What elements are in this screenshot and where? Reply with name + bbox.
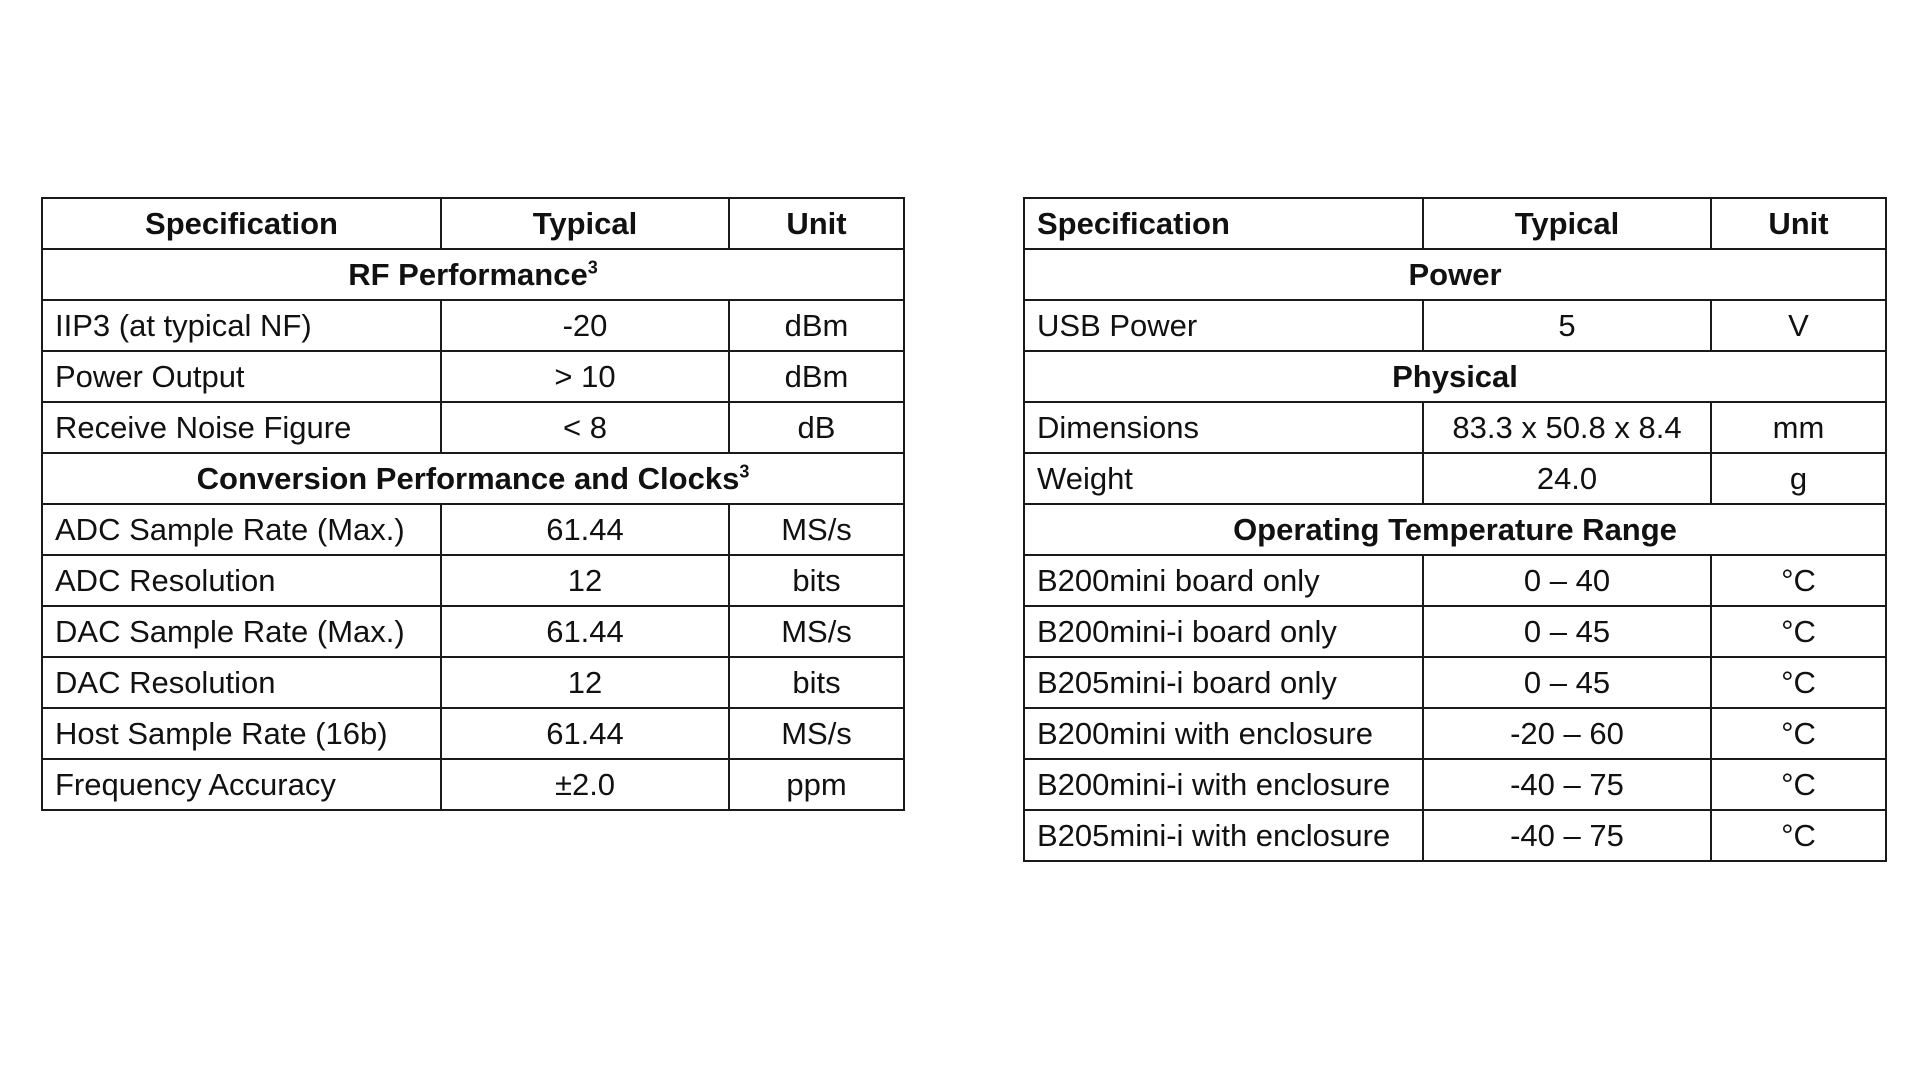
table-row — [1024, 606, 1886, 657]
spec-name: ADC Sample Rate (Max.) — [42, 504, 441, 555]
spec-typical: 0 – 45 — [1423, 606, 1711, 657]
header-row — [1024, 198, 1886, 249]
header-unit: Unit — [729, 198, 904, 249]
spec-unit: bits — [729, 657, 904, 708]
table-row — [1024, 453, 1886, 504]
header-specification: Specification — [42, 198, 441, 249]
spec-unit: mm — [1711, 402, 1886, 453]
spec-unit: dB — [729, 402, 904, 453]
spec-name: B200mini board only — [1024, 555, 1423, 606]
spec-name: Frequency Accuracy — [42, 759, 441, 810]
spec-unit: ppm — [729, 759, 904, 810]
table-row — [1024, 300, 1886, 351]
spec-name: ADC Resolution — [42, 555, 441, 606]
section-conversion-performance — [42, 453, 904, 504]
section-physical: Physical — [1024, 351, 1886, 402]
spec-name: B200mini with enclosure — [1024, 708, 1423, 759]
header-unit: Unit — [1711, 198, 1886, 249]
spec-name: Power Output — [42, 351, 441, 402]
table-row — [42, 708, 904, 759]
section-row — [42, 453, 904, 504]
spec-name: USB Power — [1024, 300, 1423, 351]
spec-typical: 12 — [441, 555, 729, 606]
spec-typical: 61.44 — [441, 504, 729, 555]
table-row — [42, 300, 904, 351]
spec-unit: °C — [1711, 708, 1886, 759]
spec-name: DAC Sample Rate (Max.) — [42, 606, 441, 657]
spec-name: B200mini-i board only — [1024, 606, 1423, 657]
spec-unit: g — [1711, 453, 1886, 504]
table-row — [42, 606, 904, 657]
table-row — [42, 555, 904, 606]
spec-unit: dBm — [729, 300, 904, 351]
spec-name: Receive Noise Figure — [42, 402, 441, 453]
spec-unit: MS/s — [729, 708, 904, 759]
section-title: Conversion Performance and Clocks — [196, 460, 740, 496]
spec-unit: °C — [1711, 606, 1886, 657]
spec-name: Host Sample Rate (16b) — [42, 708, 441, 759]
section-title: RF Performance — [348, 256, 588, 292]
spec-typical: -20 – 60 — [1423, 708, 1711, 759]
table-row — [42, 657, 904, 708]
table-row — [1024, 708, 1886, 759]
footnote-marker: 3 — [739, 461, 750, 482]
spec-name: B205mini-i board only — [1024, 657, 1423, 708]
section-row — [1024, 504, 1886, 555]
section-row — [42, 249, 904, 300]
spec-unit: °C — [1711, 759, 1886, 810]
section-operating-temperature: Operating Temperature Range — [1024, 504, 1886, 555]
spec-typical: ±2.0 — [441, 759, 729, 810]
spec-unit: °C — [1711, 810, 1886, 861]
header-typical: Typical — [1423, 198, 1711, 249]
spec-unit: °C — [1711, 555, 1886, 606]
spec-name: IIP3 (at typical NF) — [42, 300, 441, 351]
header-specification: Specification — [1024, 198, 1423, 249]
spec-typical: 83.3 x 50.8 x 8.4 — [1423, 402, 1711, 453]
spec-typical: 5 — [1423, 300, 1711, 351]
header-row — [42, 198, 904, 249]
table-row — [42, 504, 904, 555]
spec-typical: 0 – 40 — [1423, 555, 1711, 606]
rf-spec-table — [41, 197, 905, 811]
spec-typical: 0 – 45 — [1423, 657, 1711, 708]
table-row — [42, 351, 904, 402]
section-row — [1024, 249, 1886, 300]
spec-unit: bits — [729, 555, 904, 606]
spec-name: B200mini-i with enclosure — [1024, 759, 1423, 810]
spec-typical: -20 — [441, 300, 729, 351]
spec-unit: dBm — [729, 351, 904, 402]
table-row — [42, 402, 904, 453]
spec-typical: -40 – 75 — [1423, 759, 1711, 810]
spec-typical: > 10 — [441, 351, 729, 402]
spec-typical: -40 – 75 — [1423, 810, 1711, 861]
spec-unit: °C — [1711, 657, 1886, 708]
header-typical: Typical — [441, 198, 729, 249]
spec-typical: 12 — [441, 657, 729, 708]
section-rf-performance — [42, 249, 904, 300]
table-row — [1024, 759, 1886, 810]
table-row — [1024, 810, 1886, 861]
section-power: Power — [1024, 249, 1886, 300]
spec-typical: 24.0 — [1423, 453, 1711, 504]
spec-unit: MS/s — [729, 504, 904, 555]
spec-typical: 61.44 — [441, 708, 729, 759]
section-row — [1024, 351, 1886, 402]
table-row — [1024, 657, 1886, 708]
spec-unit: MS/s — [729, 606, 904, 657]
spec-name: Dimensions — [1024, 402, 1423, 453]
table-row — [1024, 555, 1886, 606]
physical-spec-table — [1023, 197, 1887, 862]
spec-unit: V — [1711, 300, 1886, 351]
spec-name: B205mini-i with enclosure — [1024, 810, 1423, 861]
footnote-marker: 3 — [587, 257, 598, 278]
spec-typical: < 8 — [441, 402, 729, 453]
table-row — [42, 759, 904, 810]
spec-typical: 61.44 — [441, 606, 729, 657]
spec-name: Weight — [1024, 453, 1423, 504]
spec-name: DAC Resolution — [42, 657, 441, 708]
table-row — [1024, 402, 1886, 453]
